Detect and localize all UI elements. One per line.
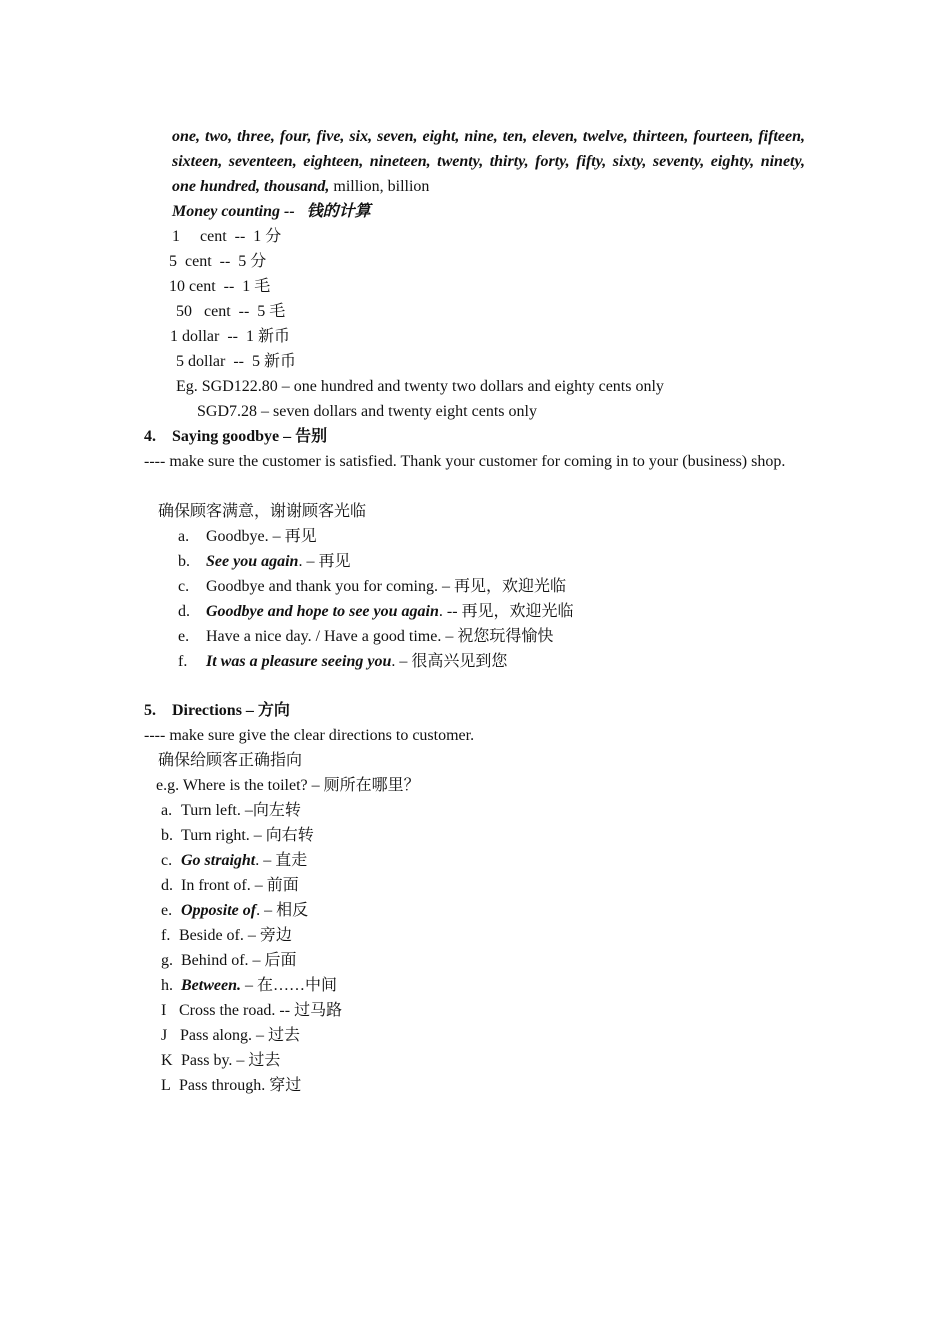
list-marker: f.	[161, 927, 171, 944]
money-heading: Money counting -- 钱的计算	[172, 203, 371, 220]
list-text: Pass through. 穿过	[179, 1077, 302, 1094]
money-row: 5 cent -- 5 分	[169, 253, 267, 270]
list-text: . -- 再见，欢迎光临	[438, 603, 574, 620]
money-example: SGD7.28 – seven dollars and twenty eight cents only	[197, 403, 537, 420]
list-item	[161, 873, 299, 898]
list-item	[161, 998, 342, 1023]
section-4-intro-cn: 确保顾客满意，谢谢顾客光临	[158, 503, 367, 520]
list-item	[161, 948, 297, 973]
list-marker: c.	[178, 578, 190, 595]
list-text: – 在……中间	[241, 977, 338, 994]
list-marker: I	[161, 1002, 167, 1019]
section-5-intro: ---- make sure give the clear directions to customer.	[144, 727, 475, 744]
list-item	[161, 848, 307, 873]
money-row: 5 dollar -- 5 新币	[176, 353, 296, 370]
money-row: 1 dollar -- 1 新币	[170, 328, 290, 345]
numbers-plain: million, billion	[329, 178, 430, 195]
list-marker: f.	[178, 653, 188, 670]
list-item	[161, 1048, 280, 1073]
list-text: Goodbye and thank you for coming. – 再见，欢迎光临	[206, 578, 566, 595]
list-marker: d.	[178, 603, 190, 620]
list-item	[178, 524, 317, 549]
list-item	[178, 624, 553, 649]
list-item	[161, 823, 314, 848]
list-item	[178, 574, 566, 599]
list-text: Goodbye. – 再见	[206, 528, 317, 545]
list-text: Pass by. – 过去	[181, 1052, 281, 1069]
list-marker: b.	[161, 827, 173, 844]
list-text: In front of. – 前面	[181, 877, 299, 894]
list-text: Cross the road. -- 过马路	[179, 1002, 343, 1019]
list-marker: e.	[161, 902, 173, 919]
list-item	[161, 923, 292, 948]
section-5-intro-cn: 确保给顾客正确指向	[158, 752, 303, 769]
list-emphasis: Opposite of	[181, 902, 257, 919]
list-item	[178, 649, 507, 674]
list-text: . – 再见	[298, 553, 351, 570]
list-marker: h.	[161, 977, 173, 994]
list-item	[161, 973, 337, 998]
list-item	[178, 549, 350, 574]
money-row: 50 cent -- 5 毛	[176, 303, 286, 320]
list-text: Have a nice day. / Have a good time. – 祝您玩得愉快	[206, 628, 554, 645]
list-text: . – 直走	[255, 852, 308, 869]
list-marker: a.	[178, 528, 190, 545]
list-text: Turn left. –向左转	[181, 802, 301, 819]
list-marker: L	[161, 1077, 171, 1094]
list-emphasis: Goodbye and hope to see you again	[206, 603, 439, 620]
money-row: 1 cent -- 1 分	[172, 228, 282, 245]
list-emphasis: It was a pleasure seeing you	[206, 653, 392, 670]
list-marker: a.	[161, 802, 173, 819]
numbers-bold-italic: one, two, three, four, five, six, seven, eight, nine, ten, eleven, twelve, thirteen, fourteen, fifteen, sixteen, seventeen, eighteen, nineteen, twenty, thirty, forty, fifty, sixty, seventy, eighty, ninety, one hundred, thousand,	[172, 128, 805, 195]
section-5-heading: Directions – 方向	[172, 702, 290, 719]
list-emphasis: Go straight	[181, 852, 256, 869]
money-example: Eg. SGD122.80 – one hundred and twenty two dollars and eighty cents only	[176, 378, 664, 395]
list-item	[161, 898, 308, 923]
list-marker: K	[161, 1052, 173, 1069]
list-marker: e.	[178, 628, 190, 645]
list-text: . – 很高兴见到您	[391, 653, 508, 670]
list-text: Beside of. – 旁边	[179, 927, 292, 944]
list-marker: c.	[161, 852, 173, 869]
list-emphasis: See you again	[206, 553, 299, 570]
section-4-heading: Saying goodbye – 告别	[172, 428, 328, 445]
section-4-number: 4.	[144, 428, 156, 445]
section-5-number: 5.	[144, 702, 156, 719]
list-marker: g.	[161, 952, 173, 969]
list-item	[161, 798, 301, 823]
list-marker: J	[161, 1027, 168, 1044]
list-item	[178, 599, 574, 624]
list-item	[161, 1023, 300, 1048]
list-text: Behind of. – 后面	[181, 952, 297, 969]
numbers-paragraph	[172, 124, 805, 199]
list-text: . – 相反	[256, 902, 309, 919]
list-marker: d.	[161, 877, 173, 894]
section-5-example: e.g. Where is the toilet? – 厕所在哪里？	[156, 777, 420, 794]
list-marker: b.	[178, 553, 190, 570]
money-row: 10 cent -- 1 毛	[169, 278, 271, 295]
list-text: Pass along. – 过去	[180, 1027, 301, 1044]
section-4-intro: ---- make sure the customer is satisfied. Thank your customer for coming in to your (business) shop.	[144, 453, 786, 470]
list-emphasis: Between.	[181, 977, 241, 994]
list-item	[161, 1073, 301, 1098]
list-text: Turn right. – 向右转	[181, 827, 314, 844]
